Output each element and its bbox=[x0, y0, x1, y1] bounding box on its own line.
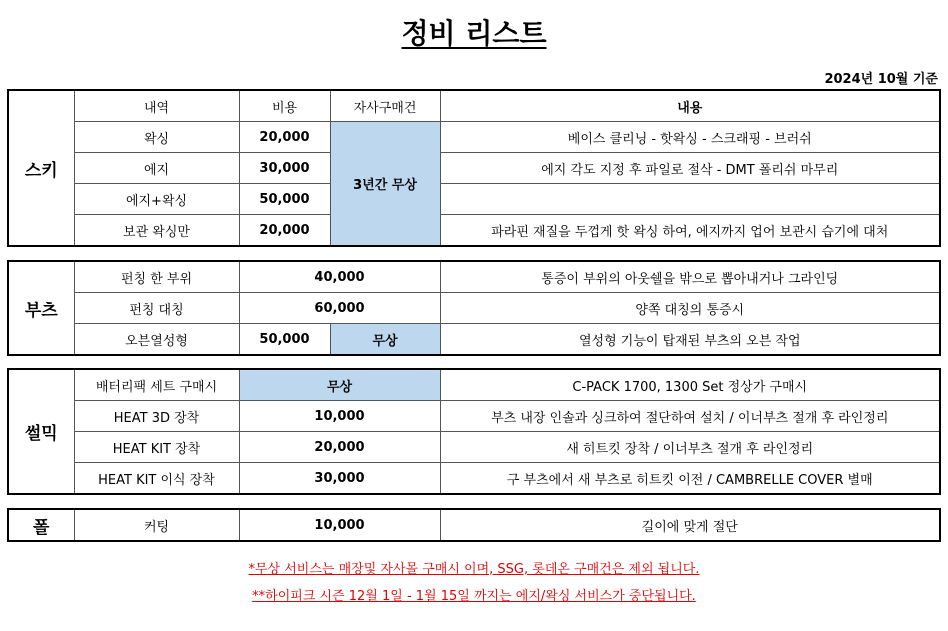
price-cell: 60,000 bbox=[239, 293, 440, 324]
content-cell: 양쪽 대칭의 통증시 bbox=[440, 293, 940, 324]
table-row bbox=[8, 401, 940, 432]
table-row bbox=[8, 215, 940, 247]
thermic-table bbox=[7, 368, 941, 495]
boots-table bbox=[7, 260, 941, 356]
content-cell bbox=[440, 184, 940, 215]
content-cell: 통증이 부위의 아웃쉘을 밖으로 뽑아내거나 그라인딩 bbox=[440, 261, 940, 293]
price-cell: 50,000 bbox=[239, 184, 330, 215]
price-cell: 30,000 bbox=[239, 153, 330, 184]
table-row bbox=[8, 153, 940, 184]
as-of-date: 2024년 10월 기준 bbox=[824, 72, 938, 87]
price-cell: 10,000 bbox=[239, 509, 440, 541]
category-pole: 폴 bbox=[8, 509, 74, 541]
table-row bbox=[8, 261, 940, 293]
note-peak-season: **하이피크 시즌 12월 1일 - 1월 15일 까지는 에지/왁싱 서비스가 중단됩니다. bbox=[252, 589, 696, 604]
item-cell: 배터리팩 세트 구매시 bbox=[74, 369, 239, 401]
category-boots: 부츠 bbox=[8, 261, 74, 355]
table-row bbox=[8, 122, 940, 153]
item-cell: 보관 왁싱만 bbox=[74, 215, 239, 247]
item-cell: 에지+왁싱 bbox=[74, 184, 239, 215]
item-cell: HEAT KIT 이식 장착 bbox=[74, 463, 239, 495]
item-cell: 펀칭 대칭 bbox=[74, 293, 239, 324]
price-cell: 20,000 bbox=[239, 432, 440, 463]
table-row bbox=[8, 184, 940, 215]
header-condition: 자사구매건 bbox=[330, 90, 440, 122]
price-cell: 무상 bbox=[239, 369, 440, 401]
price-cell: 50,000 bbox=[239, 324, 330, 356]
item-cell: 펀칭 한 부위 bbox=[74, 261, 239, 293]
price-cell: 20,000 bbox=[239, 122, 330, 153]
table-row bbox=[8, 463, 940, 495]
content-cell: 에지 각도 지정 후 파일로 절삭 - DMT 폴리쉬 마무리 bbox=[440, 153, 940, 184]
item-cell: 왁싱 bbox=[74, 122, 239, 153]
content-cell: C-PACK 1700, 1300 Set 정상가 구매시 bbox=[440, 369, 940, 401]
item-cell: HEAT KIT 장착 bbox=[74, 432, 239, 463]
price-cell: 10,000 bbox=[239, 401, 440, 432]
price-cell: 30,000 bbox=[239, 463, 440, 495]
table-row bbox=[8, 369, 940, 401]
table-row bbox=[8, 293, 940, 324]
category-thermic: 썰믹 bbox=[8, 369, 74, 494]
category-ski: 스키 bbox=[8, 90, 74, 246]
header-item: 내역 bbox=[74, 90, 239, 122]
pole-table bbox=[7, 508, 941, 542]
page-title-text: 정비 리스트 bbox=[401, 17, 547, 50]
table-row bbox=[8, 509, 940, 541]
content-cell: 새 히트킷 장착 / 이너부츠 절개 후 라인정리 bbox=[440, 432, 940, 463]
page-title bbox=[0, 12, 948, 52]
content-cell: 열성형 기능이 탑재된 부츠의 오븐 작업 bbox=[440, 324, 940, 356]
condition-cell: 3년간 무상 bbox=[330, 122, 440, 247]
note-free-service: *무상 서비스는 매장및 자사몰 구매시 이며, SSG, 롯데온 구매건은 제외 됩니다. bbox=[248, 562, 700, 577]
item-cell: HEAT 3D 장착 bbox=[74, 401, 239, 432]
content-cell: 길이에 맞게 절단 bbox=[440, 509, 940, 541]
condition-cell: 무상 bbox=[330, 324, 440, 356]
header-price: 비용 bbox=[239, 90, 330, 122]
item-cell: 에지 bbox=[74, 153, 239, 184]
content-cell: 베이스 클리닝 - 핫왁싱 - 스크래핑 - 브러쉬 bbox=[440, 122, 940, 153]
price-cell: 40,000 bbox=[239, 261, 440, 293]
ski-table bbox=[7, 89, 941, 247]
content-cell: 파라핀 재질을 두껍게 핫 왁싱 하여, 에지까지 업어 보관시 습기에 대처 bbox=[440, 215, 940, 247]
table-row bbox=[8, 324, 940, 356]
content-cell: 구 부츠에서 새 부츠로 히트킷 이전 / CAMBRELLE COVER 별매 bbox=[440, 463, 940, 495]
content-cell: 부츠 내장 인솔과 싱크하여 절단하여 설치 / 이너부츠 절개 후 라인정리 bbox=[440, 401, 940, 432]
item-cell: 오븐열성형 bbox=[74, 324, 239, 356]
item-cell: 커팅 bbox=[74, 509, 239, 541]
header-content: 내용 bbox=[440, 90, 940, 122]
price-cell: 20,000 bbox=[239, 215, 330, 247]
table-row bbox=[8, 432, 940, 463]
